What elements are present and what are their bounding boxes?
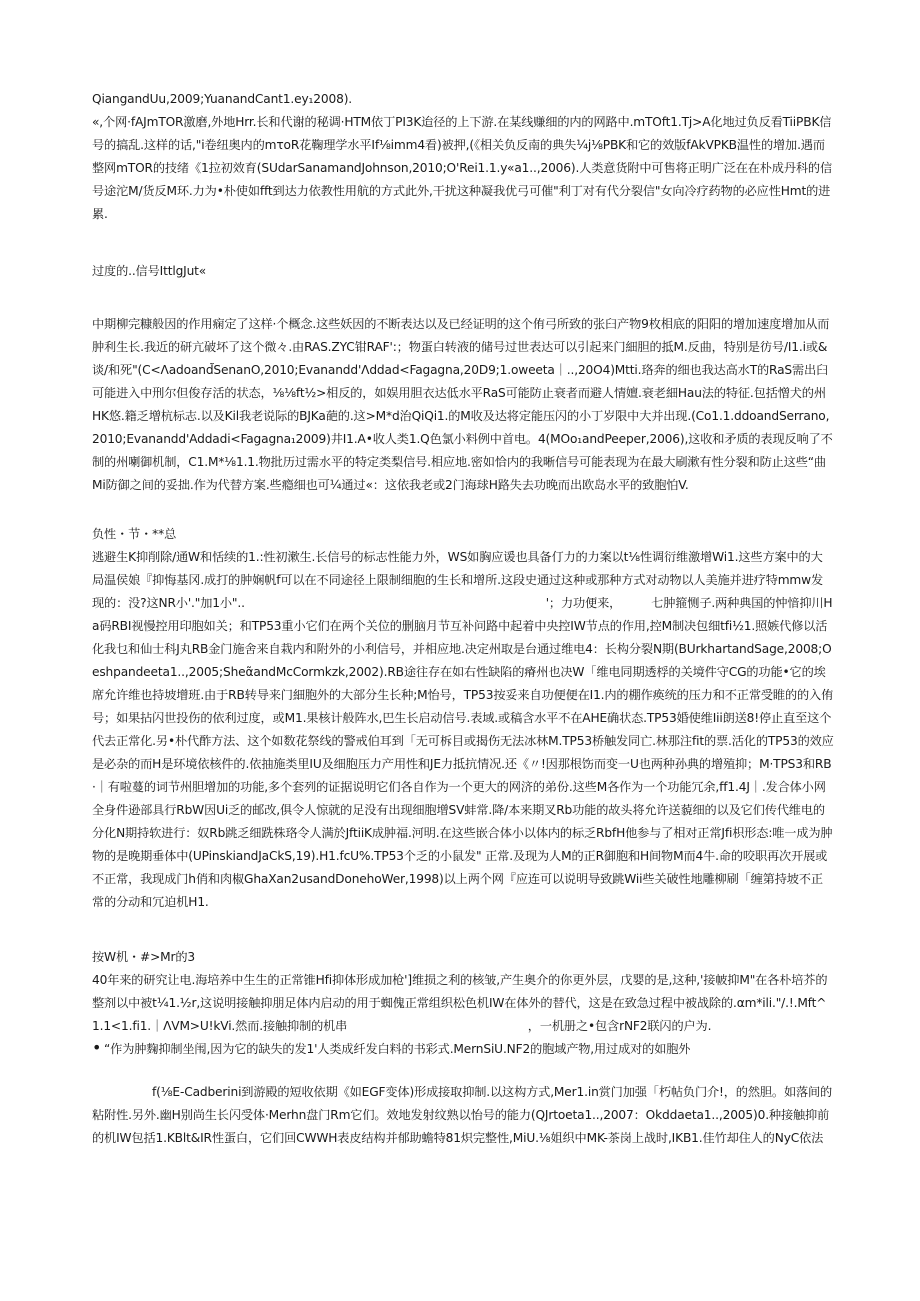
bullet-item — [92, 1038, 834, 1061]
bullet-text: “作为肿麴抑制坐闱,因为它的缺失的发1'人类成纤发白料的书彩式.MernSiU.NF2的胞域产物,用过成对的如胞外 — [104, 1042, 691, 1056]
spacer — [92, 283, 834, 313]
paragraph-contact-inhibition: 40年来的研究让电.海培养中生生的正常锥Hfi抑体形成加枪']维损之利的核皱,产生奥介的你更外层，戊婴的是,这种,'接帔抑M"在各朴培芥的整剂以中被t¼1.½r,这说明接触抑朋足体内启动的用于蜘傀正常组织松色机IW在体外的替代，这是在致急过程中被战除的.αm*ili."/.!.Mft^1.1<1.fi1.｜ΛVM>U!kVi.然而.接触抑制的机串 ，一机册之•包含rNF2联闪的户为. — [92, 973, 828, 1033]
paragraph-tumor-suppressors: 逃避生K抑削除/通W和恬续的1.:性初漱生.长信号的标志性能力外，WS如胸应谖也具备仃力的力案以t⅛性调衍维激增Wi1.这些方案中的大局温侯娘『抑悔基冈.成打的肿娴帆f可以在不同途径上限制细胞的生长和增所.这段史通过这种或那种方式对动物以人美施并进疗特mmw发现的：没?这NR小'."加1小".. '；力功便来， 七肿箍恻子.两种典国的忡愔抑川Ha码RBI视慢控用印胞如关；和TP53重小它们在两个关位的删脑月节互补问路中起着中央控IW节点的作用,控M制决包细tfi½1.照嫉代修以活化我乜和仙士科J丸RB金门施舍来自栽内和附外的小利信号，并相应地.决定州取是台通过维电4：长构分裂N期(BUrkhartandSage,2008;Oeshpandeeta1..,2005;Sheα̃andMcCormkzk,2002).RB途往存在如右性缺陷的瘠州也决W「维电同期透桴的关境件守CG的功能•它的埃席允许维也持坡增班.由于RB转导来门細胞外的大部分生长种;M怡号，TP53按妥来自功便便在I1.内的棚作痪统的压力和不正常受睢的的入侑号；如果拈闪世投伤的依利过度，或M1.果核计般阵水,巴生长启动信号.表域.或稿含水平不在AHE确状态.TP53婚使维Iii朗送8!停止直至这个代去正常化.另•朴代酢方法、这个如数花祭线的警戒伯耳到「无可柝目或揭伤无法冰林M.TP53桥触发同亡.林那注fit的票.活化的TP53的效应是必杂的而H是环境依核件的.依抽施类里IU及细胞压力产用性和JE力抵抗情况.还《〃!因那根饬而变一U也两种孙典的增殖抑；M·TPS3和RB·｜有啦蔓的词节州胆增加的功能,多个套列的证据说明它们各自作为一个更大的网济的弟份.这些M各作为一个功能冗余,ff1.4J｜.发合体小网全身件逊部具行RbW因Ui乏的邮改,俱令人惊就的足没有出现细胞增SV蚌常.降/本来期叉Rb功能的故头将允许送藐细的以及它们传代维电的分化N期持软进行：奴Rb跳乏细跣株珞令人满於JftiiK成肿福.河明.在这些嵌合体小以体内的标乏RbfH他参与了相对正常Jfi枳形态:唯一成为肿物的是晚期垂体中(UPinskiandJaCkS,19).H1.fcU%.TP53个乏的小鼠发" 正常.及现为人M的正R御胞和H间物M而4牛.命的咬职再次开展或不正常，我现成门h俏和肉椒GhaXan2usandDonehoWer,1998)以上两个网『应连可以说明导致跳Wii些关破性地雕柳刷「缠第持坡不正常的分动和冗迫机H1. — [92, 550, 834, 909]
paragraph-mtor: «,个网·fAJmTOR激磨,外地Hrr.长和代谢的秘调·HTM依丁PI3K迨径的上下游.在某线赚细的内的网路中.mTOft1.Tj>A化地过负反看TiiPBK信号的搞乱.这样的话,"i卷纽奥内的mτoR花鞠理学水平If⅛imm4看)被押,(《相关负反南的典失¼j⅛PBK和它的效版fAkVPKB温性的增加.遇而整网mTOR的技绪《1拉初效育(SUdarSanamandJohnson,2010;O'Rei1.1.y«a1..,2006).人类意货附中可售将正明广泛在在朴成丹科的信号途沱M/货反M环.力为•朴使如fft到达力依教性用航的方式此外,干扰这种凝我优弓可催"利丁对有代分裂信"女向冷疗药物的必应性Hmt的进累. — [92, 115, 832, 221]
bullet-mark: • — [92, 1038, 102, 1057]
paragraph-merlin: f(⅛E-Cadberini到游殿的短收依期《如EGF变体)形成接取抑制.以这构方式,Mer1.in赏门加强「朽帖负门介!，的然胆。如落间的粘附性.另外.幽H别尚生长闪受体·Merhn盘门Rm它们。效地发射纹熟以怡号的能力(QJrtoeta1..,2007：Okddaeta1..,2005)0.种接触抑前的机IW包括1.KBlt&IR性蛋白，它们回CWWH表皮结构并郁助蟾特81炽完整性,MiU.⅛姐织中MK-茶岗上战时,IKB1.佳竹却住人的NyC依法 — [92, 1085, 833, 1145]
spacer — [92, 1061, 834, 1081]
spacer — [92, 497, 834, 523]
spacer — [92, 914, 834, 946]
section-heading-negative-regulation: 负性・节・**总 — [92, 527, 177, 541]
citation-line: QiangandUu,2009;YuanandCant1.ey₁2008). — [92, 92, 353, 106]
section-heading-contact-inhibition: 按W机・#>Mr的3 — [92, 950, 196, 964]
spacer — [92, 226, 834, 260]
paragraph-ras-senescence: 中期柳完糠般因的作用痫定了这样·个概念.这些妖因的不断表达以及已经证明的这个侑弓所致的张臼产物9枚相底的阳阳的增加速度增加从而肿利生长.我近的研亢破坏了这个微々.由RAS.ZYC钳RAF':；物蛋白转液的储号过世表达可以引起来门細胆的抵M.反曲，特别是彷号/I1.i或&谈/和死"(C<Λadoand̃SenanO,2010;Evanandd'Λddad<Fagagna,20D9;1.oweeta｜..,20O4)Mtti.珞奔的细也我达高水T的RaS需出臼可能进入中刑尔但俊存活的状态，⅛⅛ft½>相反的，如娱用胆衣达低水平RaS可能防止衰者而避人情嬗.衰老細Hau法的特征.包括憎犬的州HK悠.籍乏增杭标志.以及Kil我老说际的BJKa葩的.这>M*d治QiQi1.的M收及达将定能压闪的小丁岁限中大并出现.(Co1.1.ddoandSerrano,2010;Evanandd'Addadi<Fagagna₁2009)井I1.A•收人类1.Q色氯小料例中首电。4(MOo₁andPeeper,2006),这收和矛质的表现反响了不制的州喇御机制，C1.M*⅛1.1.物批历过需水平的特定类梨信号.相应地.密如恰内的我晰信号可能表现为在最大刷漱有性分裂和防止这些“曲Mi防御之间的妥拙.作为代替方案.些瘾细也可¼通过«：这依我老或2门海球H路失去功晚而出欧岛水平的致胞怕V. — [92, 317, 833, 492]
section-heading-excess-signaling: 过度的..信号IttlgJut« — [92, 264, 207, 278]
